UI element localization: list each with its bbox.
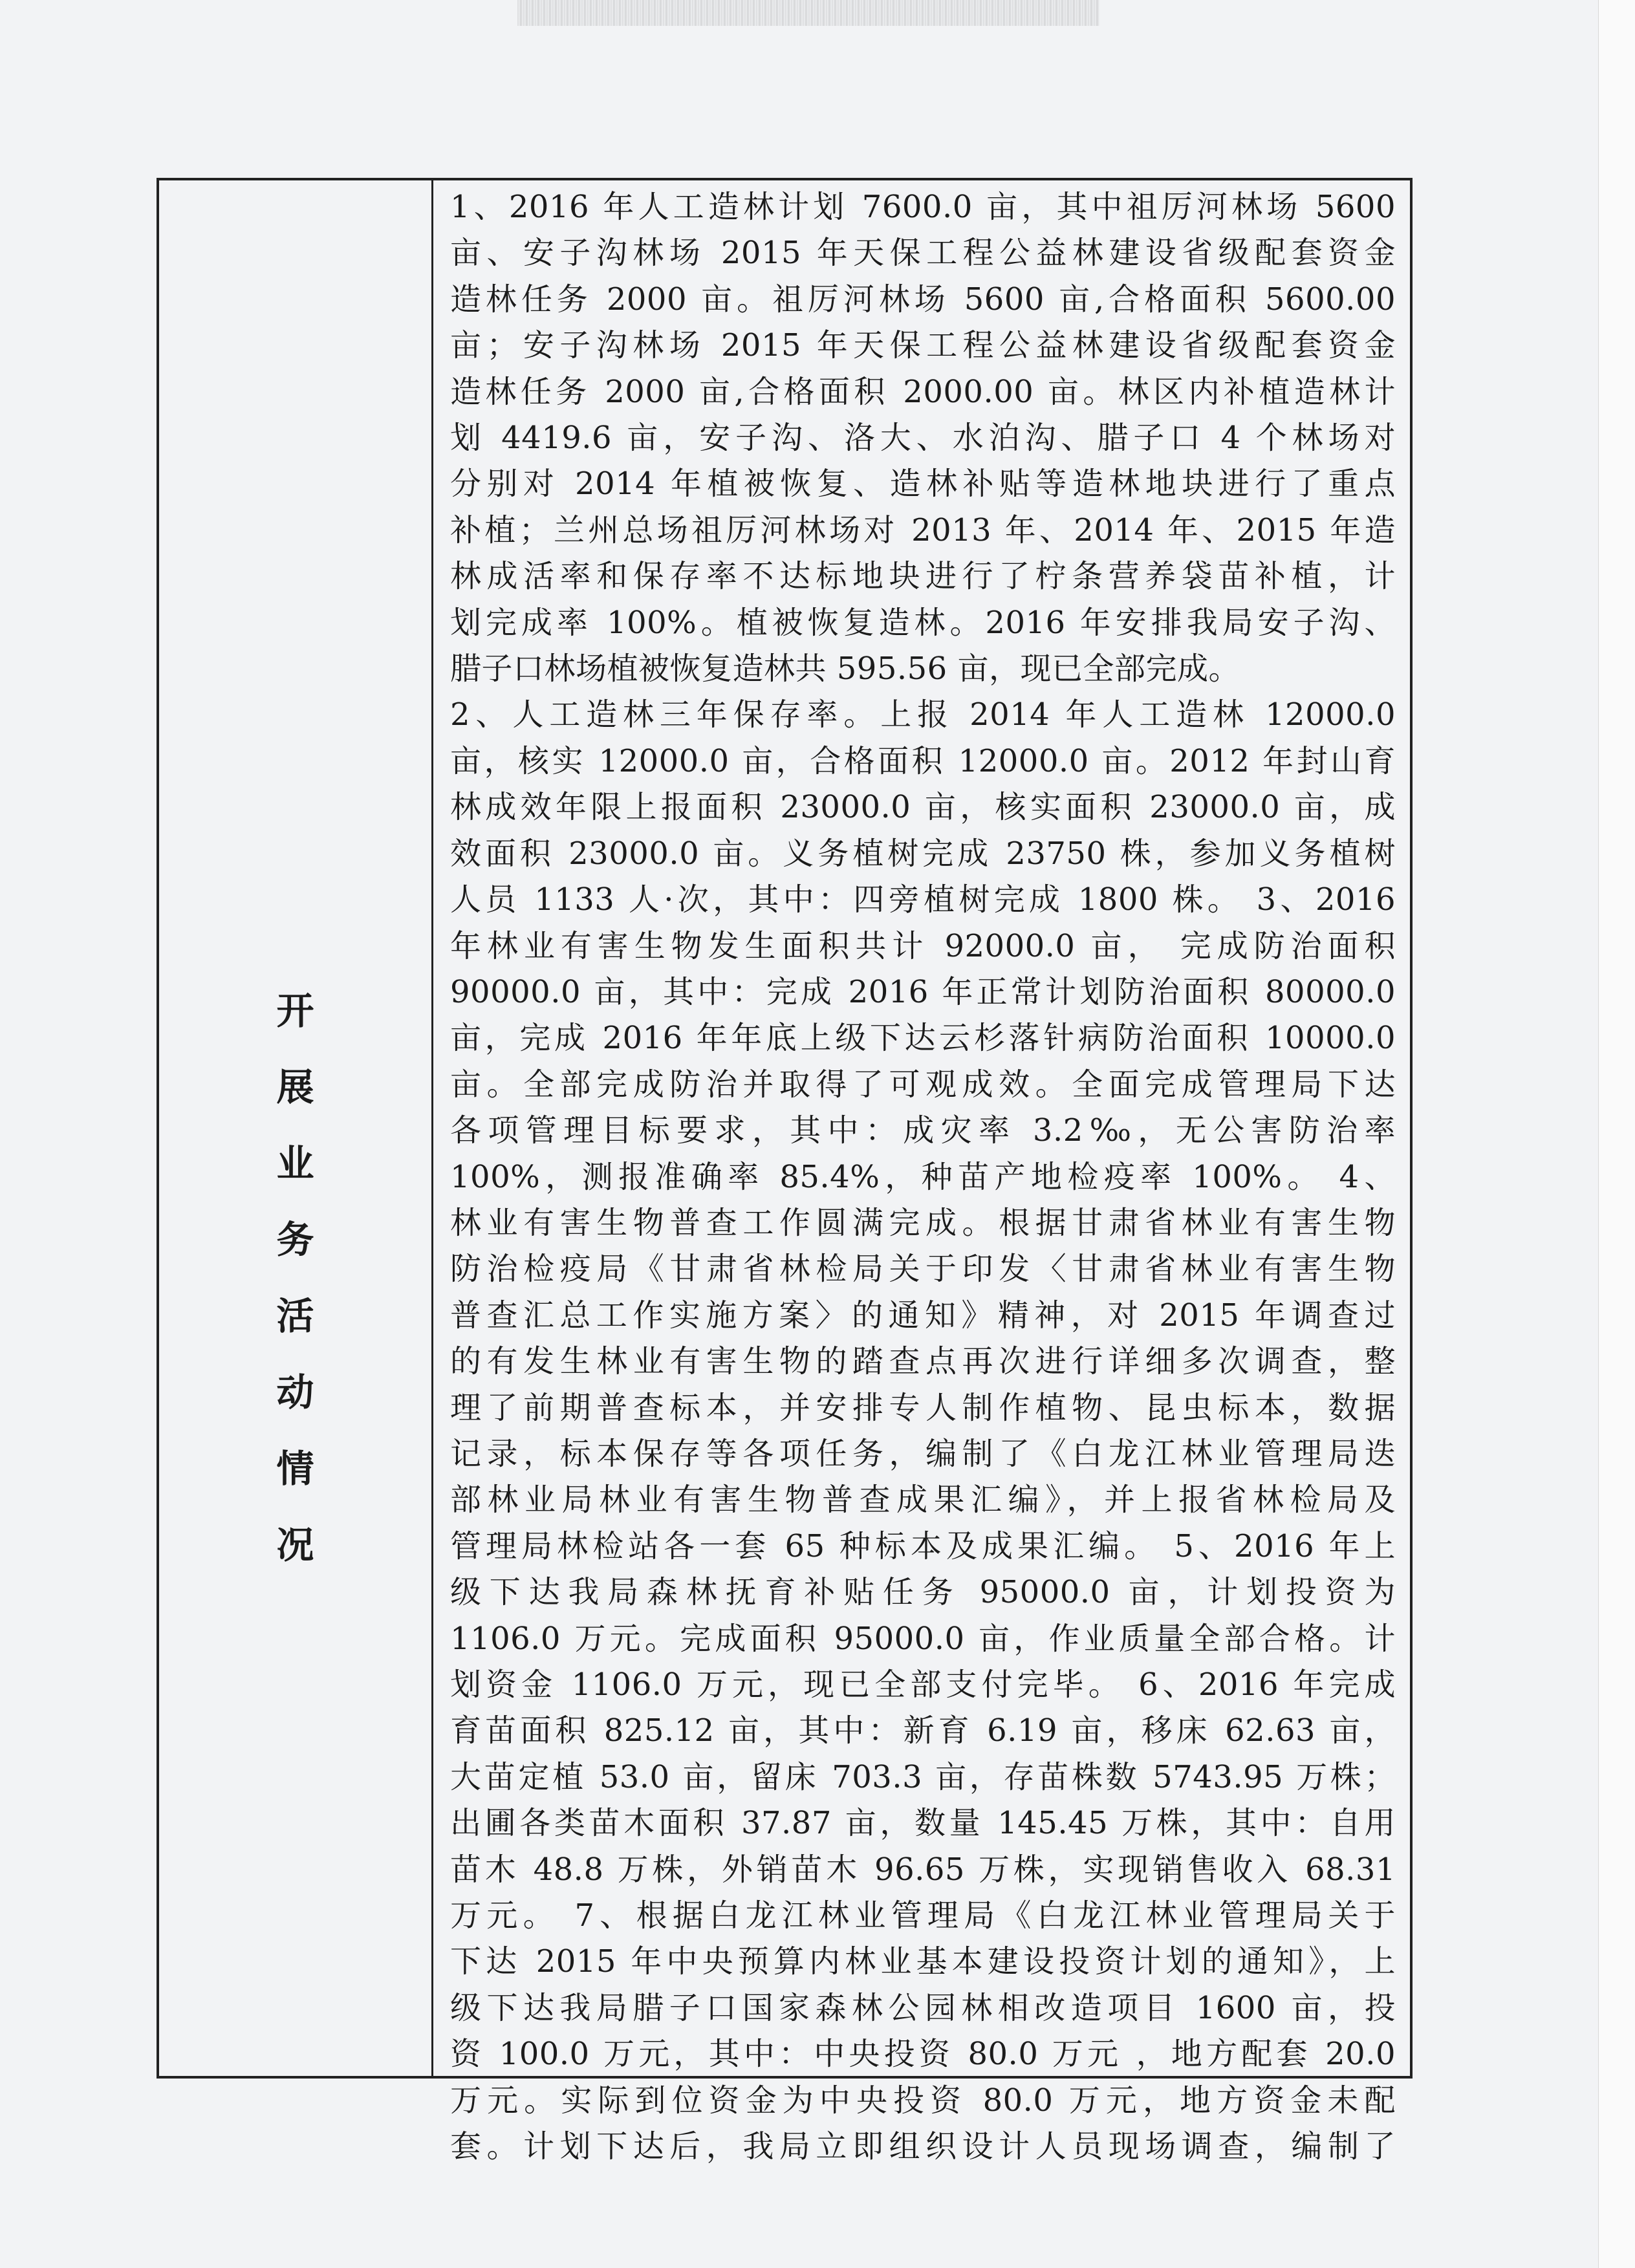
body-line: 亩；安子沟林场 2015 年天保工程公益林建设省级配套资金 — [450, 327, 1396, 364]
body-line: 防治检疫局《甘肃省林检局关于印发〈甘肃省林业有害生物 — [450, 1251, 1396, 1288]
label-char: 动 — [276, 1370, 314, 1414]
label-cell — [159, 180, 433, 2076]
body-line: 大苗定植 53.0 亩，留床 703.3 亩，存苗株数 5743.95 万株； — [450, 1758, 1396, 1795]
body-line: 林成活率和保存率不达标地块进行了柠条营养袋苗补植，计 — [450, 558, 1396, 595]
body-line: 划 4419.6 亩，安子沟、洛大、水泊沟、腊子口 4 个林场对 — [450, 420, 1396, 457]
body-line: 造林任务 2000 亩,合格面积 2000.00 亩。林区内补植造林计 — [450, 373, 1396, 410]
body-line: 部林业局林业有害生物普查成果汇编》，并上报省林检局及 — [450, 1482, 1396, 1518]
body-line: 亩、安子沟林场 2015 年天保工程公益林建设省级配套资金 — [450, 235, 1396, 272]
body-line: 亩。全部完成防治并取得了可观成效。全面完成管理局下达 — [450, 1066, 1396, 1103]
label-char: 活 — [276, 1294, 314, 1338]
label-char: 务 — [276, 1218, 314, 1262]
body-line: 林成效年限上报面积 23000.0 亩，核实面积 23000.0 亩，成 — [450, 789, 1396, 826]
body-line: 下达 2015 年中央预算内林业基本建设投资计划的通知》，上 — [450, 1943, 1396, 1980]
body-line: 人员 1133 人·次，其中：四旁植树完成 1800 株。 3、2016 — [450, 881, 1396, 918]
body-line: 划资金 1106.0 万元，现已全部支付完毕。 6、2016 年完成 — [450, 1667, 1396, 1703]
label-char: 情 — [276, 1447, 314, 1491]
label-char: 开 — [276, 989, 314, 1033]
body-line: 级下达我局腊子口国家森林公园林相改造项目 1600 亩，投 — [450, 1989, 1396, 2026]
body-line: 级下达我局森林抚育补贴任务 95000.0 亩，计划投资为 — [450, 1574, 1396, 1611]
activity-table — [157, 178, 1413, 2165]
content-cell — [433, 180, 1410, 2165]
body-line: 补植；兰州总场祖厉河林场对 2013 年、2014 年、2015 年造 — [450, 512, 1396, 548]
body-line: 记录，标本保存等各项任务，编制了《白龙江林业管理局迭 — [450, 1435, 1396, 1472]
body-line: 2、人工造林三年保存率。上报 2014 年人工造林 12000.0 — [450, 697, 1396, 733]
body-line: 分别对 2014 年植被恢复、造林补贴等造林地块进行了重点 — [450, 466, 1396, 502]
body-line: 资 100.0 万元，其中：中央投资 80.0 万元 ，地方配套 20.0 — [450, 2036, 1396, 2073]
body-line: 100%，测报准确率 85.4%，种苗产地检疫率 100%。 4、 — [450, 1158, 1396, 1195]
body-line: 各项管理目标要求，其中：成灾率 3.2‰，无公害防治率 — [450, 1112, 1396, 1149]
body-line: 万元。 7、根据白龙江林业管理局《白龙江林业管理局关于 — [450, 1897, 1396, 1934]
body-line: 亩，核实 12000.0 亩，合格面积 12000.0 亩。2012 年封山育 — [450, 742, 1396, 779]
body-line: 苗木 48.8 万株，外销苗木 96.65 万株，实现销售收入 68.31 — [450, 1851, 1396, 1888]
body-line: 出圃各类苗木面积 37.87 亩，数量 145.45 万株，其中：自用 — [450, 1805, 1396, 1842]
label-char: 况 — [276, 1523, 314, 1567]
body-line: 林业有害生物普查工作圆满完成。根据甘肃省林业有害生物 — [450, 1204, 1396, 1241]
body-line: 1、2016 年人工造林计划 7600.0 亩，其中祖厉河林场 5600 — [450, 189, 1396, 225]
label-char: 业 — [276, 1141, 314, 1185]
body-line: 套。计划下达后，我局立即组织设计人员现场调查，编制了 — [450, 2128, 1396, 2165]
body-line: 效面积 23000.0 亩。义务植树完成 23750 株，参加义务植树 — [450, 835, 1396, 872]
scan-noise-strip — [517, 0, 1099, 26]
body-line: 1106.0 万元。完成面积 95000.0 亩，作业质量全部合格。计 — [450, 1620, 1396, 1657]
vertical-label — [159, 973, 431, 1583]
body-line: 理了前期普查标本，并安排专人制作植物、昆虫标本，数据 — [450, 1389, 1396, 1426]
body-line: 育苗面积 825.12 亩，其中：新育 6.19 亩，移床 62.63 亩， — [450, 1712, 1396, 1749]
body-line: 普查汇总工作实施方案〉的通知》精神，对 2015 年调查过 — [450, 1297, 1396, 1334]
body-line: 造林任务 2000 亩。祖厉河林场 5600 亩,合格面积 5600.00 — [450, 281, 1396, 318]
body-line: 亩，完成 2016 年年底上级下达云杉落针病防治面积 10000.0 — [450, 1020, 1396, 1057]
body-line: 的有发生林业有害生物的踏查点再次进行详细多次调查，整 — [450, 1343, 1396, 1380]
body-line: 腊子口林场植被恢复造林共 595.56 亩，现已全部完成。 — [450, 651, 1240, 687]
body-line: 管理局林检站各一套 65 种标本及成果汇编。 5、2016 年上 — [450, 1528, 1396, 1564]
body-line: 划完成率 100%。植被恢复造林。2016 年安排我局安子沟、 — [450, 604, 1396, 641]
label-char: 展 — [276, 1065, 314, 1109]
body-line: 万元。实际到位资金为中央投资 80.0 万元，地方资金未配 — [450, 2082, 1396, 2119]
body-line: 年林业有害生物发生面积共计 92000.0 亩， 完成防治面积 — [450, 927, 1396, 964]
page-edge — [1598, 0, 1635, 2268]
body-line: 90000.0 亩，其中：完成 2016 年正常计划防治面积 80000.0 — [450, 973, 1396, 1010]
